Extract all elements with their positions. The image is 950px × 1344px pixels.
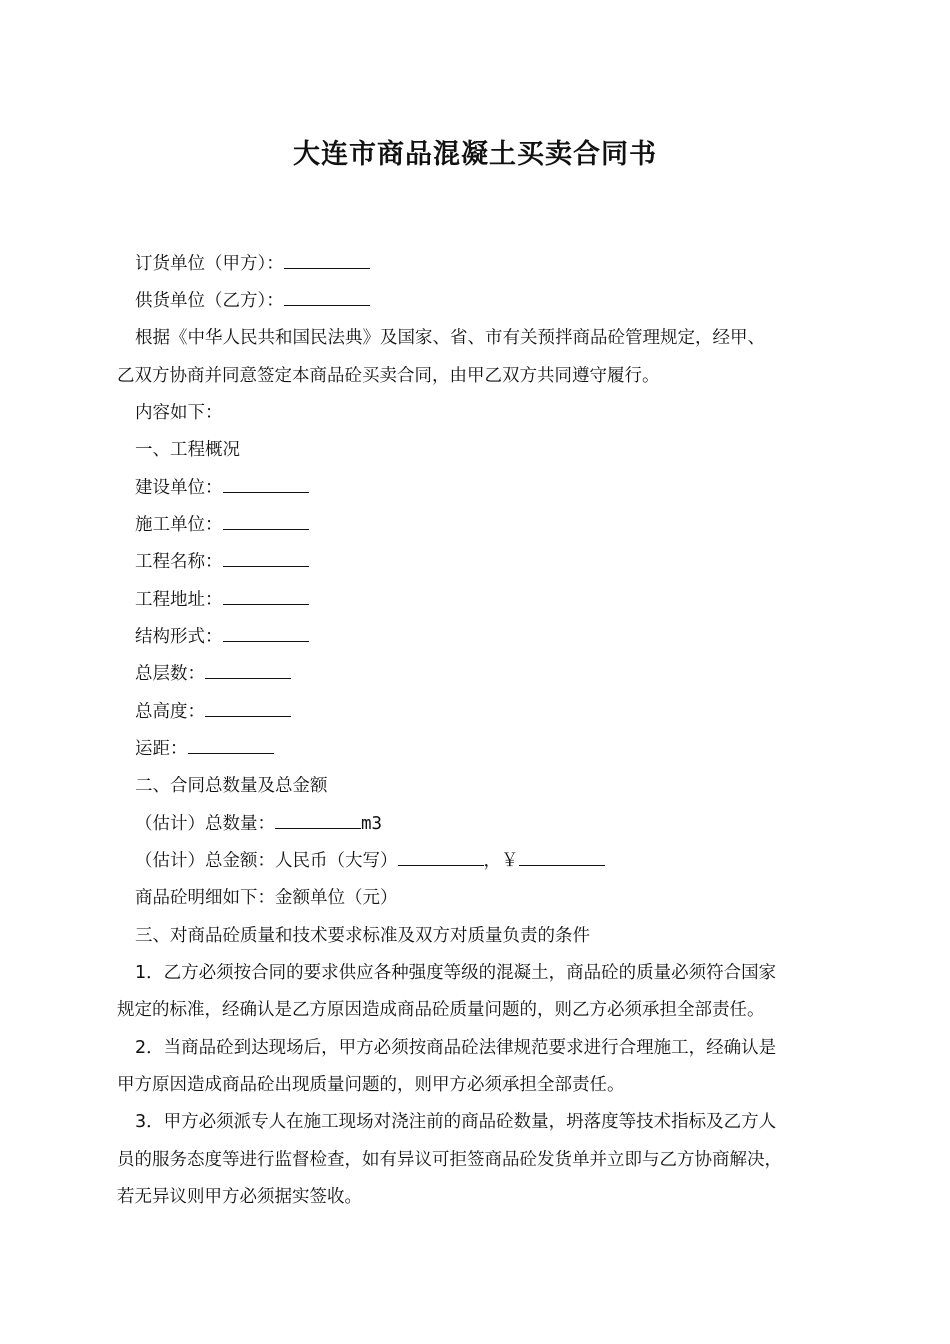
item3-line-2: 员的服务态度等进行监督检查，如有异议可拒签商品砼发货单并立即与乙方协商解决， <box>117 1150 782 1170</box>
field-builder-label: 建设单位： <box>135 478 223 498</box>
field-floors-label: 总层数： <box>135 664 205 684</box>
amount-words-blank <box>398 851 484 866</box>
seller-blank <box>284 291 370 306</box>
quantity-unit: m3 <box>361 814 383 834</box>
item3-line-3: 若无异议则甲方必须据实签收。 <box>117 1187 362 1207</box>
intro-line-2: 乙双方协商并同意签定本商品砼买卖合同，由甲乙双方共同遵守履行。 <box>117 366 660 386</box>
field-constructor-blank <box>223 515 309 530</box>
field-project-name-blank <box>223 552 309 567</box>
field-distance-label: 运距： <box>135 739 188 759</box>
seller-line <box>135 289 370 313</box>
field-project-name-label: 工程名称： <box>135 552 223 572</box>
field-constructor <box>135 513 309 537</box>
field-project-name <box>135 550 309 574</box>
field-project-address-blank <box>223 590 309 605</box>
item2-line-2: 甲方原因造成商品砼出现质量问题的，则甲方必须承担全部责任。 <box>117 1075 625 1095</box>
section2-heading: 二、合同总数量及总金额 <box>135 776 328 796</box>
field-floors <box>135 662 291 686</box>
item1-line-1: 1．乙方必须按合同的要求供应各种强度等级的混凝土，商品砼的质量必须符合国家 <box>135 963 777 983</box>
item2-line-1: 2．当商品砼到达现场后，甲方必须按商品砼法律规范要求进行合理施工，经确认是 <box>135 1038 777 1058</box>
quantity-label: （估计）总数量： <box>135 814 275 834</box>
field-height <box>135 700 291 724</box>
field-constructor-label: 施工单位： <box>135 515 223 535</box>
field-project-address <box>135 588 309 612</box>
field-distance <box>135 737 274 761</box>
amount-separator: ，￥ <box>483 851 519 871</box>
field-floors-blank <box>205 664 291 679</box>
amount-figures-blank <box>519 851 605 866</box>
quantity-blank <box>275 814 361 829</box>
buyer-label: 订货单位（甲方）： <box>135 254 284 274</box>
field-height-blank <box>205 702 291 717</box>
field-project-address-label: 工程地址： <box>135 590 223 610</box>
field-builder-blank <box>223 478 309 493</box>
amount-line <box>135 849 605 873</box>
quantity-line <box>135 812 382 836</box>
content-label: 内容如下： <box>135 403 223 423</box>
field-height-label: 总高度： <box>135 702 205 722</box>
buyer-line <box>135 252 370 276</box>
seller-label: 供货单位（乙方）： <box>135 291 284 311</box>
detail-label: 商品砼明细如下：金额单位（元） <box>135 888 398 908</box>
field-builder <box>135 476 309 500</box>
amount-label: （估计）总金额：人民币（大写） <box>135 851 398 871</box>
intro-line-1: 根据《中华人民共和国民法典》及国家、省、市有关预拌商品砼管理规定，经甲、 <box>135 328 765 348</box>
section1-heading: 一、工程概况 <box>135 440 240 460</box>
field-distance-blank <box>188 739 274 754</box>
document-title: 大连市商品混凝土买卖合同书 <box>293 139 657 170</box>
section3-heading: 三、对商品砼质量和技术要求标准及双方对质量负责的条件 <box>135 926 590 946</box>
item3-line-1: 3．甲方必须派专人在施工现场对浇注前的商品砼数量，坍落度等技术指标及乙方人 <box>135 1112 777 1132</box>
field-structure-label: 结构形式： <box>135 627 223 647</box>
field-structure <box>135 625 309 649</box>
field-structure-blank <box>223 627 309 642</box>
buyer-blank <box>284 254 370 269</box>
item1-line-2: 规定的标准，经确认是乙方原因造成商品砼质量问题的，则乙方必须承担全部责任。 <box>117 1000 765 1020</box>
